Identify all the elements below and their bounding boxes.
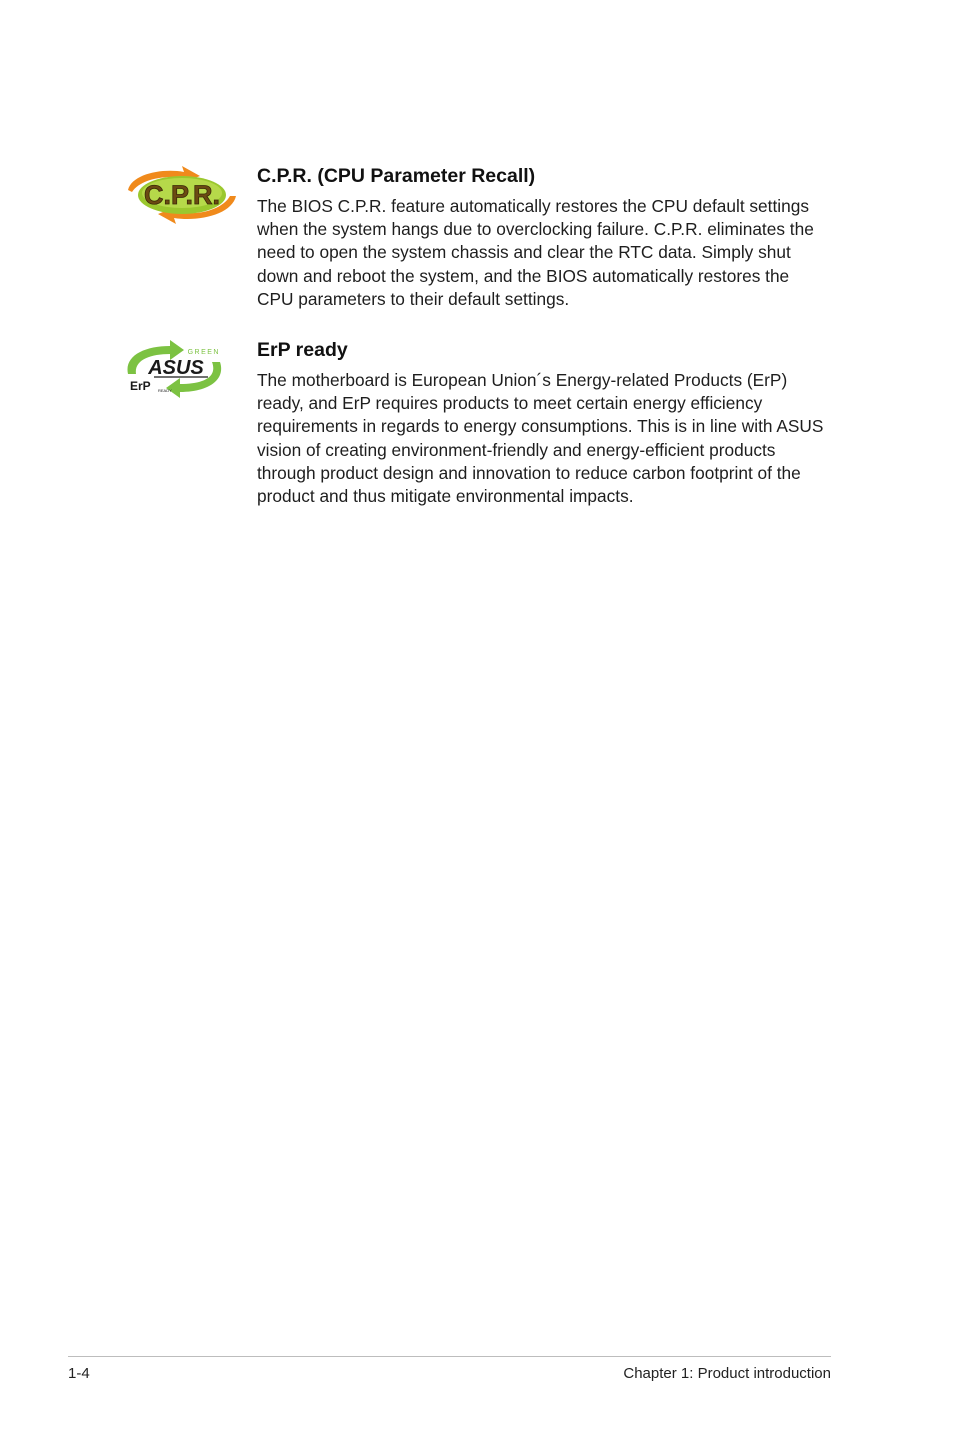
cpr-logo-icon [122, 166, 242, 228]
erp-asus-text: ASUS [148, 357, 204, 379]
cpr-heading: C.P.R. (CPU Parameter Recall) [257, 165, 536, 187]
cpr-description: The BIOS C.P.R. feature automatically restores the CPU default settings when the system hangs due to overclocking failure. C.P.R. eliminates the need to open the system chassis and clear the RTC data. Simply shut down and reboot the system, and the BIOS automatically restores the CPU parameters to their default settings. [257, 196, 814, 309]
footer-divider [68, 1356, 831, 1357]
asus-green-erp-logo-icon [122, 340, 242, 398]
erp-text-column [257, 337, 827, 508]
erp-ready-text: READY [158, 388, 172, 393]
cpr-logo-text: C.P.R. [143, 180, 221, 210]
cpr-text-column [257, 163, 827, 311]
erp-green-text: GREEN [187, 349, 220, 356]
erp-erp-text: ErP [130, 379, 151, 393]
footer-page-number: 1-4 [68, 1365, 90, 1382]
footer-chapter-title: Chapter 1: Product introduction [623, 1365, 831, 1382]
erp-description: The motherboard is European Union´s Energy-related Products (ErP) ready, and ErP requires products to meet certain energy efficiency requirements in regards to energy consumptions. This is in line with ASUS vision of creating environment-friendly and energy-efficient products through product design and innovation to reduce carbon footprint of the product and thus mitigate environmental impacts. [257, 370, 824, 507]
erp-heading: ErP ready [257, 339, 348, 361]
